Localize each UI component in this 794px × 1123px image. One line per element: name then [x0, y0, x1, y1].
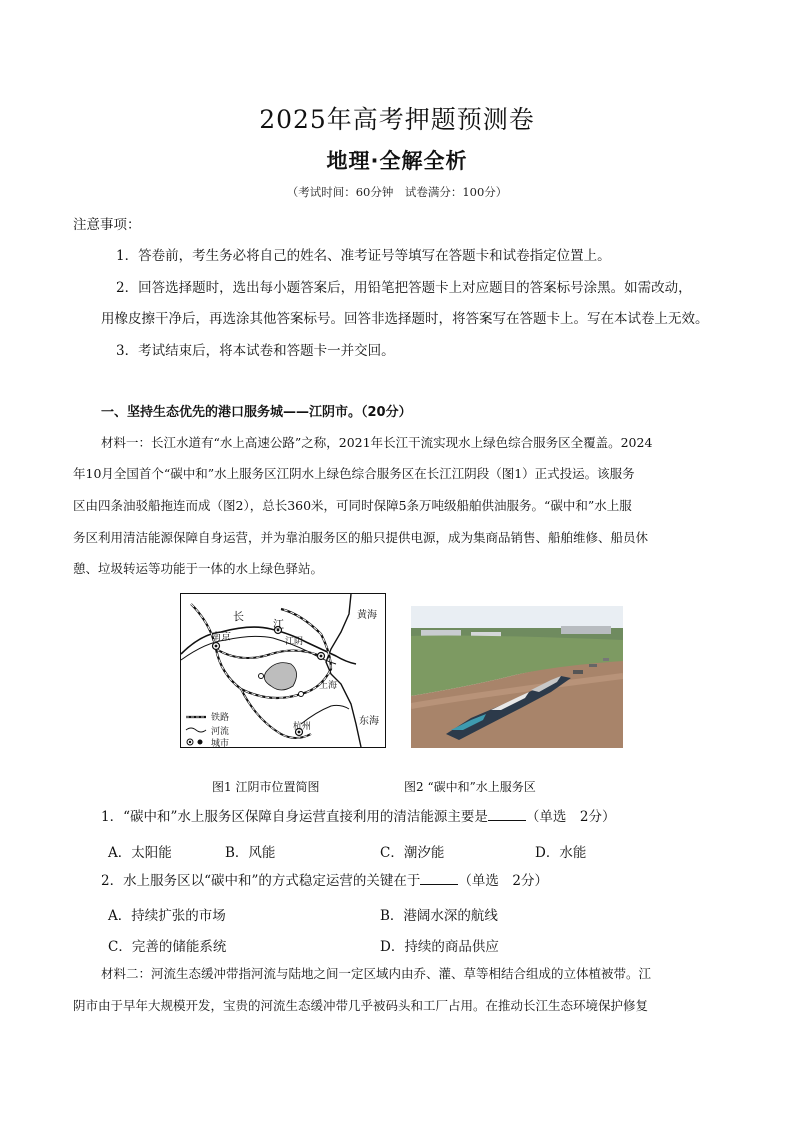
map-label-nanjing: 南京	[211, 632, 231, 643]
notice-heading: 注意事项：	[73, 217, 141, 233]
material-line: 阴市由于早年大规模开发，宝贵的河流生态缓冲带几乎被码头和工厂占用。在推动长江生态环境保护修复	[73, 998, 649, 1013]
answer-blank[interactable]	[488, 808, 526, 821]
legend-river-label: 河流	[211, 727, 230, 737]
section-heading: 一、坚持生态优先的港口服务城——江阴市。（20分）	[101, 405, 412, 420]
map-label-hangzhou: 杭州	[293, 722, 312, 732]
page-subtitle: 地理·全解全析	[326, 149, 468, 173]
map-label-yangtze: 长	[233, 610, 244, 623]
option-d[interactable]: D．水能	[535, 845, 587, 861]
map-label-jiangyin: 江阴	[285, 637, 304, 647]
map-label-yellow-sea: 黄海	[357, 610, 377, 621]
map-label-east-sea: 东海	[359, 716, 379, 727]
material-line: 憩、垃圾转运等功能于一体的水上绿色驿站。	[73, 561, 324, 576]
material-line: 年10月全国首个“碳中和”水上服务区江阴水上绿色综合服务区在长江江阴段（图1）正式投运。该服务	[73, 466, 635, 481]
map-label-yangtze: 江	[273, 618, 284, 631]
material-line: 务区利用清洁能源保障自身运营，并为靠泊服务区的船只提供电源，成为集商品销售、船舶维修、船员休	[73, 530, 649, 545]
legend-city-label: 城市	[211, 739, 230, 748]
exam-info: （考试时间：60分钟 试卷满分：100分）	[286, 185, 508, 199]
material-line: 材料二：河流生态缓冲带指河流与陆地之间一定区域内由乔、灌、草等相结合组成的立体植被带。江	[101, 966, 652, 981]
option-a[interactable]: A．太阳能	[108, 845, 172, 861]
option-b[interactable]: B．港阔水深的航线	[380, 908, 498, 924]
question-tail: （单选 2分）	[525, 809, 616, 825]
option-d[interactable]: D．持续的商品供应	[380, 939, 499, 955]
notice-item: 1．答卷前，考生务必将自己的姓名、准考证号等填写在答题卡和试卷指定位置上。	[116, 248, 611, 264]
option-a[interactable]: A．持续扩张的市场	[108, 908, 226, 924]
figure1-caption: 图1 江阴市位置简图	[212, 780, 320, 794]
answer-blank[interactable]	[420, 872, 458, 885]
question-tail: （单选 2分）	[458, 873, 548, 889]
map-label-shanghai: 上海	[319, 681, 338, 691]
option-b[interactable]: B．风能	[225, 845, 276, 861]
page-title: 2025年高考押题预测卷	[259, 105, 535, 134]
notice-item: 2．回答选择题时，选出每小题答案后，用铅笔把答题卡上对应题目的答案标号涂黑。如需改动，	[116, 280, 692, 296]
figure2-caption: 图2 “碳中和”水上服务区	[404, 780, 536, 794]
material-line: 区由四条油驳船拖连而成（图2），总长360米，可同时保障5条万吨级船舶供油服务。“碳中和”水上服	[73, 498, 632, 513]
question-stem	[101, 808, 616, 826]
service-area-photo	[411, 606, 623, 748]
notice-item: 用橡皮擦干净后，再选涂其他答案标号。回答非选择题时，将答案写在答题卡上。写在本试卷上无效。	[101, 311, 709, 327]
legend-rail-label: 铁路	[211, 713, 230, 723]
material-line: 材料一：长江水道有“水上高速公路”之称，2021年长江干流实现水上绿色综合服务区全覆盖。2024	[101, 435, 653, 450]
option-c[interactable]: C．完善的储能系统	[108, 939, 227, 955]
jiangyin-location-map	[180, 593, 386, 748]
option-c[interactable]: C．潮汐能	[380, 845, 445, 861]
question-stem	[101, 872, 548, 890]
notice-item: 3．考试结束后，将本试卷和答题卡一并交回。	[116, 343, 395, 359]
question-text: 1．“碳中和”水上服务区保障自身运营直接利用的清洁能源主要是	[101, 809, 488, 825]
question-text: 2．水上服务区以“碳中和”的方式稳定运营的关键在于	[101, 873, 421, 889]
